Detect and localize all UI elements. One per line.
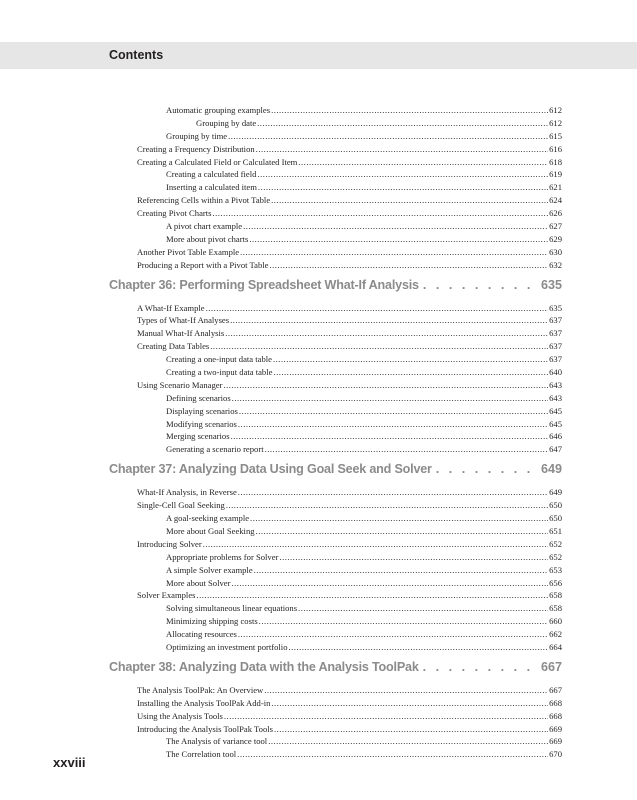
toc-page-number: 643 [549, 392, 562, 403]
dot-leader [203, 538, 548, 551]
toc-page-number: 635 [549, 302, 562, 313]
toc-section-entry[interactable] [0, 327, 637, 340]
dot-leader [224, 710, 548, 723]
dot-leader [265, 443, 549, 456]
toc-entry-title: A goal-seeking example [166, 513, 250, 524]
toc-entry-title: Modifying scenarios [166, 418, 237, 429]
toc-subsection-entry[interactable] [0, 220, 637, 233]
toc-entry-title: Producing a Report with a Pivot Table [137, 259, 269, 270]
toc-row [137, 710, 562, 723]
toc-row [166, 735, 562, 748]
dot-leader [196, 589, 548, 602]
toc-row [137, 697, 562, 710]
toc-row [166, 748, 562, 761]
toc-page-number: 612 [549, 117, 562, 128]
toc-chapter-heading[interactable] [0, 275, 637, 302]
toc-entry-title: Allocating resources [166, 629, 237, 640]
dot-leader [423, 660, 537, 674]
toc-subsection-entry[interactable] [0, 130, 637, 143]
dot-leader [231, 577, 548, 590]
toc-page-number: 640 [549, 367, 562, 378]
toc-entry-title: Chapter 36: Performing Spreadsheet What-If Analysis [109, 277, 419, 292]
toc-row [166, 104, 562, 117]
toc-subsection-entry[interactable] [0, 615, 637, 628]
toc-page-number: 645 [549, 418, 562, 429]
toc-page-number: 652 [549, 551, 562, 562]
toc-subsection-entry[interactable] [0, 628, 637, 641]
toc-row [166, 353, 562, 366]
toc-subsection-entry[interactable] [0, 748, 637, 761]
toc-page-number: 632 [549, 259, 562, 270]
dot-leader [256, 143, 548, 156]
running-header-title: Contents [109, 48, 164, 62]
toc-subsection-entry[interactable] [0, 641, 637, 654]
dot-leader [239, 405, 548, 418]
toc-row [137, 207, 562, 220]
toc-section-entry[interactable] [0, 259, 637, 272]
toc-page-number: 616 [549, 143, 562, 154]
dot-leader [250, 512, 548, 525]
toc-page-number: 664 [549, 641, 562, 652]
toc-entry-title: Types of What-If Analyses [137, 315, 230, 326]
toc-row [166, 405, 562, 418]
toc-subsection-entry[interactable] [0, 366, 637, 379]
toc-page-number: 627 [549, 221, 562, 232]
toc-subsection-entry[interactable] [0, 430, 637, 443]
toc-row [137, 156, 562, 169]
dot-leader [240, 246, 548, 259]
toc-entry-title: Minimizing shipping costs [166, 616, 258, 627]
toc-page-number: 667 [549, 684, 562, 695]
toc-page-number: 646 [549, 431, 562, 442]
toc-row [137, 314, 562, 327]
toc-row [166, 181, 562, 194]
toc-section-entry[interactable] [0, 684, 637, 697]
toc-page-number: 662 [549, 629, 562, 640]
toc-row [137, 194, 562, 207]
toc-chapter-heading[interactable] [0, 657, 637, 684]
dot-leader [225, 327, 548, 340]
toc-page-number: 651 [549, 525, 562, 536]
dot-leader [259, 615, 548, 628]
toc-page-number: 668 [549, 710, 562, 721]
toc-entry-title: More about pivot charts [166, 233, 249, 244]
toc-entry-title: Chapter 37: Analyzing Data Using Goal Seek and Solver [109, 462, 432, 477]
toc-row [137, 538, 562, 551]
toc-subsection-entry[interactable] [0, 181, 637, 194]
toc-entry-title: Single-Cell Goal Seeking [137, 500, 225, 511]
toc-page-number: 649 [540, 462, 562, 477]
toc-row [166, 641, 562, 654]
toc-entry-title: Automatic grouping examples [166, 105, 271, 115]
dot-leader [254, 564, 548, 577]
toc-page-number: 618 [549, 156, 562, 167]
dot-leader [271, 194, 548, 207]
dot-leader [271, 697, 548, 710]
toc-page-number: 650 [549, 500, 562, 511]
toc-section-entry[interactable] [0, 710, 637, 723]
toc-section-entry[interactable] [0, 499, 637, 512]
toc-row [137, 327, 562, 340]
toc-section-entry[interactable] [0, 156, 637, 169]
toc-subsection-entry[interactable] [0, 735, 637, 748]
toc-row [137, 340, 562, 353]
toc-entry-title: A What-If Example [137, 302, 205, 313]
dot-leader [238, 486, 548, 499]
dot-leader [238, 628, 548, 641]
toc-entry-title: Installing the Analysis ToolPak Add-in [137, 697, 271, 708]
toc-row [166, 168, 562, 181]
toc-subsection-entry[interactable] [0, 602, 637, 615]
toc-row [166, 430, 562, 443]
toc-entry-title: Solver Examples [137, 590, 196, 601]
toc-page-number: 635 [540, 277, 562, 292]
dot-leader [223, 379, 548, 392]
toc-entry-title: Creating a one-input data table [166, 354, 272, 365]
toc-entry-title: Using Scenario Manager [137, 379, 223, 390]
toc-row [137, 589, 562, 602]
toc-row [137, 379, 562, 392]
toc-page-number: 650 [549, 513, 562, 524]
toc-row [137, 499, 562, 512]
toc-entry-title: Introducing the Analysis ToolPak Tools [137, 723, 273, 734]
toc-subsection-entry[interactable] [0, 551, 637, 564]
toc-page-number: 637 [549, 315, 562, 326]
page-number: xxviii [53, 755, 86, 770]
toc-page-number: 630 [549, 246, 562, 257]
toc-section-entry[interactable] [0, 207, 637, 220]
toc-entry-title: Creating a calculated field [166, 169, 257, 180]
toc-section-entry[interactable] [0, 194, 637, 207]
toc-page-number: 626 [549, 208, 562, 219]
dot-leader [226, 499, 548, 512]
dot-leader [257, 168, 548, 181]
toc-entry-title: Chapter 38: Analyzing Data with the Analysis ToolPak [109, 659, 419, 674]
toc-row [166, 366, 562, 379]
toc-page-number: 658 [549, 603, 562, 614]
toc-row [166, 220, 562, 233]
toc-page-number: 637 [549, 328, 562, 339]
toc-section-entry[interactable] [0, 379, 637, 392]
toc-entry-title: Creating Pivot Charts [137, 208, 212, 219]
toc-page-number: 615 [549, 130, 562, 141]
toc-row [109, 660, 562, 674]
dot-leader [298, 602, 548, 615]
toc-entry-title: Merging scenarios [166, 431, 230, 442]
toc-row [109, 278, 562, 292]
dot-leader [271, 104, 548, 117]
toc-row [166, 577, 562, 590]
toc-row [137, 684, 562, 697]
toc-row [166, 392, 562, 405]
toc-page-number: 643 [549, 379, 562, 390]
toc-row [166, 233, 562, 246]
dot-leader [212, 207, 548, 220]
toc-page-number: 612 [549, 105, 562, 115]
toc-entry-title: More about Goal Seeking [166, 525, 255, 536]
toc-entry-title: Introducing Solver [137, 538, 202, 549]
table-of-contents [0, 104, 637, 761]
toc-subsection-entry[interactable] [0, 564, 637, 577]
dot-leader [423, 278, 537, 292]
toc-row [166, 418, 562, 431]
dot-leader [257, 117, 548, 130]
toc-section-entry[interactable] [0, 486, 637, 499]
toc-page-number: 652 [549, 538, 562, 549]
toc-row [137, 246, 562, 259]
toc-entry-title: More about Solver [166, 577, 231, 588]
toc-subsection-entry[interactable] [0, 104, 637, 117]
toc-section-entry[interactable] [0, 538, 637, 551]
toc-subsection-entry[interactable] [0, 418, 637, 431]
dot-leader [273, 353, 548, 366]
toc-row [137, 723, 562, 736]
toc-page-number: 653 [549, 564, 562, 575]
toc-page-number: 660 [549, 616, 562, 627]
toc-page-number: 645 [549, 405, 562, 416]
toc-section-entry[interactable] [0, 246, 637, 259]
toc-row [166, 602, 562, 615]
toc-subsection-entry[interactable] [0, 525, 637, 538]
dot-leader [269, 259, 548, 272]
toc-page-number: 647 [549, 444, 562, 455]
dot-leader [436, 462, 537, 476]
toc-entry-title: Displaying scenarios [166, 405, 238, 416]
toc-row [166, 130, 562, 143]
toc-page-number: 637 [549, 341, 562, 352]
dot-leader [232, 392, 548, 405]
dot-leader [279, 551, 548, 564]
toc-page-number: 667 [540, 659, 562, 674]
dot-leader [258, 181, 548, 194]
dot-leader [238, 418, 548, 431]
toc-page-number: 656 [549, 577, 562, 588]
toc-entry-title: Appropriate problems for Solver [166, 551, 279, 562]
toc-entry-title: Grouping by date [196, 117, 257, 128]
toc-entry-title: Creating a two-input data table [166, 367, 273, 378]
toc-page-number: 670 [549, 749, 562, 760]
toc-row [109, 462, 562, 476]
toc-entry-title: Referencing Cells within a Pivot Table [137, 195, 271, 206]
dot-leader [289, 641, 549, 654]
toc-row [166, 443, 562, 456]
toc-entry-title: Inserting a calculated item [166, 182, 257, 193]
toc-row [166, 615, 562, 628]
toc-entry-title: What-If Analysis, in Reverse [137, 487, 237, 498]
toc-page-number: 658 [549, 590, 562, 601]
toc-entry-title: Manual What-If Analysis [137, 328, 225, 339]
toc-section-entry[interactable] [0, 143, 637, 156]
dot-leader [210, 340, 548, 353]
dot-leader [273, 366, 548, 379]
toc-subsection-entry[interactable] [0, 577, 637, 590]
toc-entry-title: Optimizing an investment portfolio [166, 641, 288, 652]
dot-leader [206, 302, 548, 315]
toc-entry-title: Another Pivot Table Example [137, 246, 240, 257]
toc-page-number: 624 [549, 195, 562, 206]
dot-leader [298, 156, 548, 169]
toc-entry-title: Creating Data Tables [137, 341, 210, 352]
dot-leader [237, 748, 548, 761]
toc-entry-title: Using the Analysis Tools [137, 710, 223, 721]
toc-entry-title: Solving simultaneous linear equations [166, 603, 298, 614]
toc-page-number: 629 [549, 233, 562, 244]
dot-leader [230, 314, 548, 327]
toc-row [137, 259, 562, 272]
toc-subsection-entry[interactable] [0, 117, 637, 130]
toc-row [137, 486, 562, 499]
toc-row [166, 564, 562, 577]
toc-section-entry[interactable] [0, 697, 637, 710]
running-header-band [0, 42, 637, 69]
toc-entry-title: Generating a scenario report [166, 444, 264, 455]
toc-entry-title: Creating a Calculated Field or Calculated Item [137, 156, 298, 167]
toc-entry-title: Defining scenarios [166, 392, 231, 403]
toc-row [166, 628, 562, 641]
toc-entry-title: A simple Solver example [166, 564, 253, 575]
toc-row [137, 143, 562, 156]
toc-subsection-entry[interactable] [0, 392, 637, 405]
dot-leader [256, 525, 549, 538]
dot-leader [231, 430, 549, 443]
toc-entry-title: The Analysis of variance tool [166, 736, 268, 747]
dot-leader [243, 220, 548, 233]
toc-page-number: 619 [549, 169, 562, 180]
toc-page-number: 668 [549, 697, 562, 708]
toc-entry-title: Grouping by time [166, 130, 228, 141]
toc-section-entry[interactable] [0, 723, 637, 736]
toc-page-number: 637 [549, 354, 562, 365]
toc-row [166, 512, 562, 525]
dot-leader [264, 684, 548, 697]
toc-subsection-entry[interactable] [0, 512, 637, 525]
toc-subsection-entry[interactable] [0, 353, 637, 366]
dot-leader [274, 723, 548, 736]
toc-subsection-entry[interactable] [0, 168, 637, 181]
toc-entry-title: Creating a Frequency Distribution [137, 143, 255, 154]
toc-page-number: 621 [549, 182, 562, 193]
toc-subsection-entry[interactable] [0, 405, 637, 418]
toc-entry-title: The Correlation tool [166, 749, 237, 760]
dot-leader [228, 130, 548, 143]
toc-row [166, 525, 562, 538]
toc-page-number: 669 [549, 723, 562, 734]
toc-row [166, 551, 562, 564]
toc-page-number: 649 [549, 487, 562, 498]
toc-row [137, 302, 562, 315]
toc-entry-title: The Analysis ToolPak: An Overview [137, 684, 264, 695]
dot-leader [268, 735, 548, 748]
toc-row [196, 117, 562, 130]
dot-leader [249, 233, 548, 246]
toc-entry-title: A pivot chart example [166, 221, 243, 232]
toc-subsection-entry[interactable] [0, 443, 637, 456]
toc-section-entry[interactable] [0, 314, 637, 327]
toc-subsection-entry[interactable] [0, 233, 637, 246]
toc-chapter-heading[interactable] [0, 459, 637, 486]
toc-section-entry[interactable] [0, 340, 637, 353]
toc-section-entry[interactable] [0, 302, 637, 315]
toc-section-entry[interactable] [0, 589, 637, 602]
toc-page-number: 669 [549, 736, 562, 747]
